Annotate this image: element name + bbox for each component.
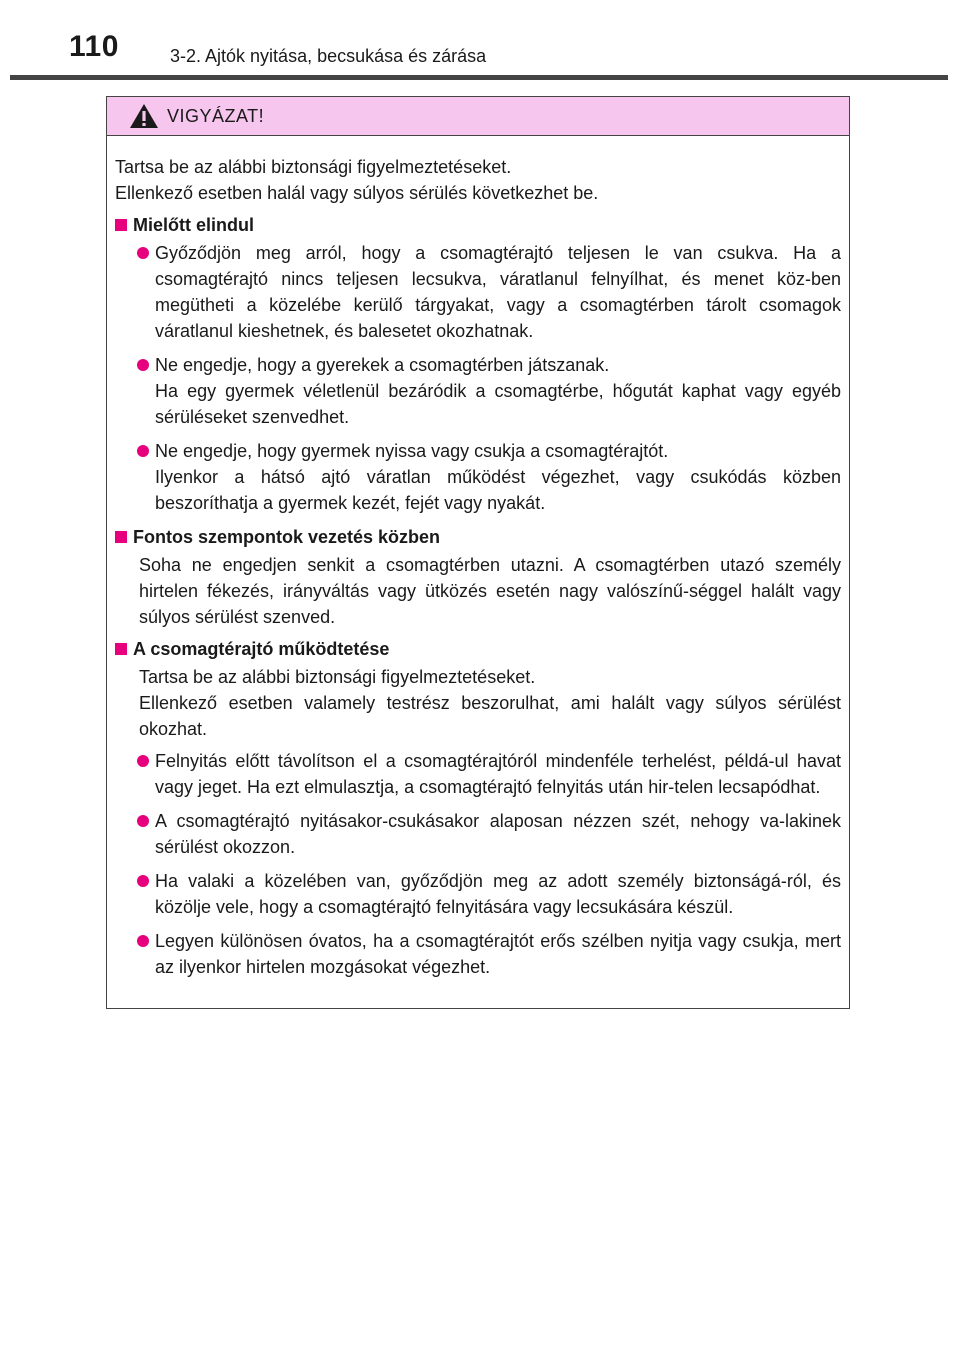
round-bullet-icon [137, 875, 149, 887]
list-item-text: Ilyenkor a hátsó ajtó váratlan működést végezhet, vagy csukódás közben beszoríthatja a gyermek kezét, fejét vagy nyakát. [155, 467, 841, 513]
caution-box [106, 96, 850, 1009]
round-bullet-icon [137, 935, 149, 947]
round-bullet-icon [137, 359, 149, 371]
header-rule [10, 75, 948, 80]
round-bullet-icon [137, 755, 149, 767]
list-item-text: Ha egy gyermek véletlenül bezáródik a csomagtérbe, hőgutát kaphat vagy egyéb sérüléseket szenvedhet. [155, 381, 841, 427]
list-item [137, 808, 841, 860]
section-heading [115, 212, 841, 238]
list-item [137, 868, 841, 920]
section-heading [115, 524, 841, 550]
section-title: 3-2. Ajtók nyitása, becsukása és zárása [170, 46, 487, 66]
list-item-text: Felnyitás előtt távolítson el a csomagtérajtóról mindenféle terhelést, példá-ul havat vagy jeget. Ha ezt elmulasztja, a csomagtérajtó felnyitás után hir-telen lecsapódhat. [155, 751, 841, 797]
paragraph: Tartsa be az alábbi biztonsági figyelmeztetéseket. [139, 667, 536, 687]
list-item [137, 240, 841, 344]
caution-label: VIGYÁZAT! [167, 105, 265, 126]
list-item [137, 352, 841, 430]
intro-line: Ellenkező esetben halál vagy súlyos sérülés következhet be. [115, 183, 599, 203]
round-bullet-icon [137, 247, 149, 259]
list-item [137, 928, 841, 980]
intro-line: Tartsa be az alábbi biztonsági figyelmeztetéseket. [115, 157, 512, 177]
list-item-text: Győződjön meg arról, hogy a csomagtérajtó teljesen le van csukva. Ha a csomagtérajtó nincs teljesen lecsukva, váratlanul felnyílhat, és menet köz-ben megütheti a közelébe kerülő tárgyakat, vagy a csomagtérben tárolt csomagok váratlanul kieshetnek, és balesetet okozhatnak. [155, 243, 841, 341]
section-heading [115, 636, 841, 662]
list-item-text: Ne engedje, hogy a gyerekek a csomagtérben játszanak. [155, 355, 610, 375]
round-bullet-icon [137, 815, 149, 827]
section-text [115, 552, 841, 630]
square-bullet-icon [115, 643, 127, 655]
square-bullet-icon [115, 219, 127, 231]
paragraph: Ellenkező esetben valamely testrész beszorulhat, ami halált vagy súlyos sérülést okozhat. [139, 693, 841, 739]
paragraph: Soha ne engedjen senkit a csomagtérben utazni. A csomagtérben utazó személy hirtelen fékezés, irányváltás vagy ütközés esetén nagy valószínű-séggel halált vagy súlyos sérülést szenved. [139, 555, 841, 627]
page-number: 110 [69, 30, 119, 63]
caution-body [107, 136, 849, 980]
section-heading-text: Fontos szempontok vezetés közben [133, 527, 441, 547]
list-item-text: Legyen különösen óvatos, ha a csomagtérajtót erős szélben nyitja vagy csukja, mert az ilyenkor hirtelen mozgásokat végezhet. [155, 931, 841, 977]
list-item [137, 438, 841, 516]
square-bullet-icon [115, 531, 127, 543]
list-item-text: Ne engedje, hogy gyermek nyissa vagy csukja a csomagtérajtót. [155, 441, 669, 461]
section-heading-text: Mielőtt elindul [133, 215, 254, 235]
warning-triangle-icon [129, 103, 159, 129]
section-heading-text: A csomagtérajtó működtetése [133, 639, 390, 659]
caution-intro [115, 154, 841, 206]
section-text [115, 664, 841, 742]
list-item-text: Ha valaki a közelében van, győződjön meg az adott személy biztonságá-ról, és közölje vele, hogy a csomagtérajtó felnyitására vagy lecsukására készül. [155, 871, 841, 917]
caution-header [107, 97, 849, 136]
list-item-text: A csomagtérajtó nyitásakor-csukásakor alaposan nézzen szét, nehogy va-lakinek sérülést okozzon. [155, 811, 841, 857]
list-item [137, 748, 841, 800]
round-bullet-icon [137, 445, 149, 457]
